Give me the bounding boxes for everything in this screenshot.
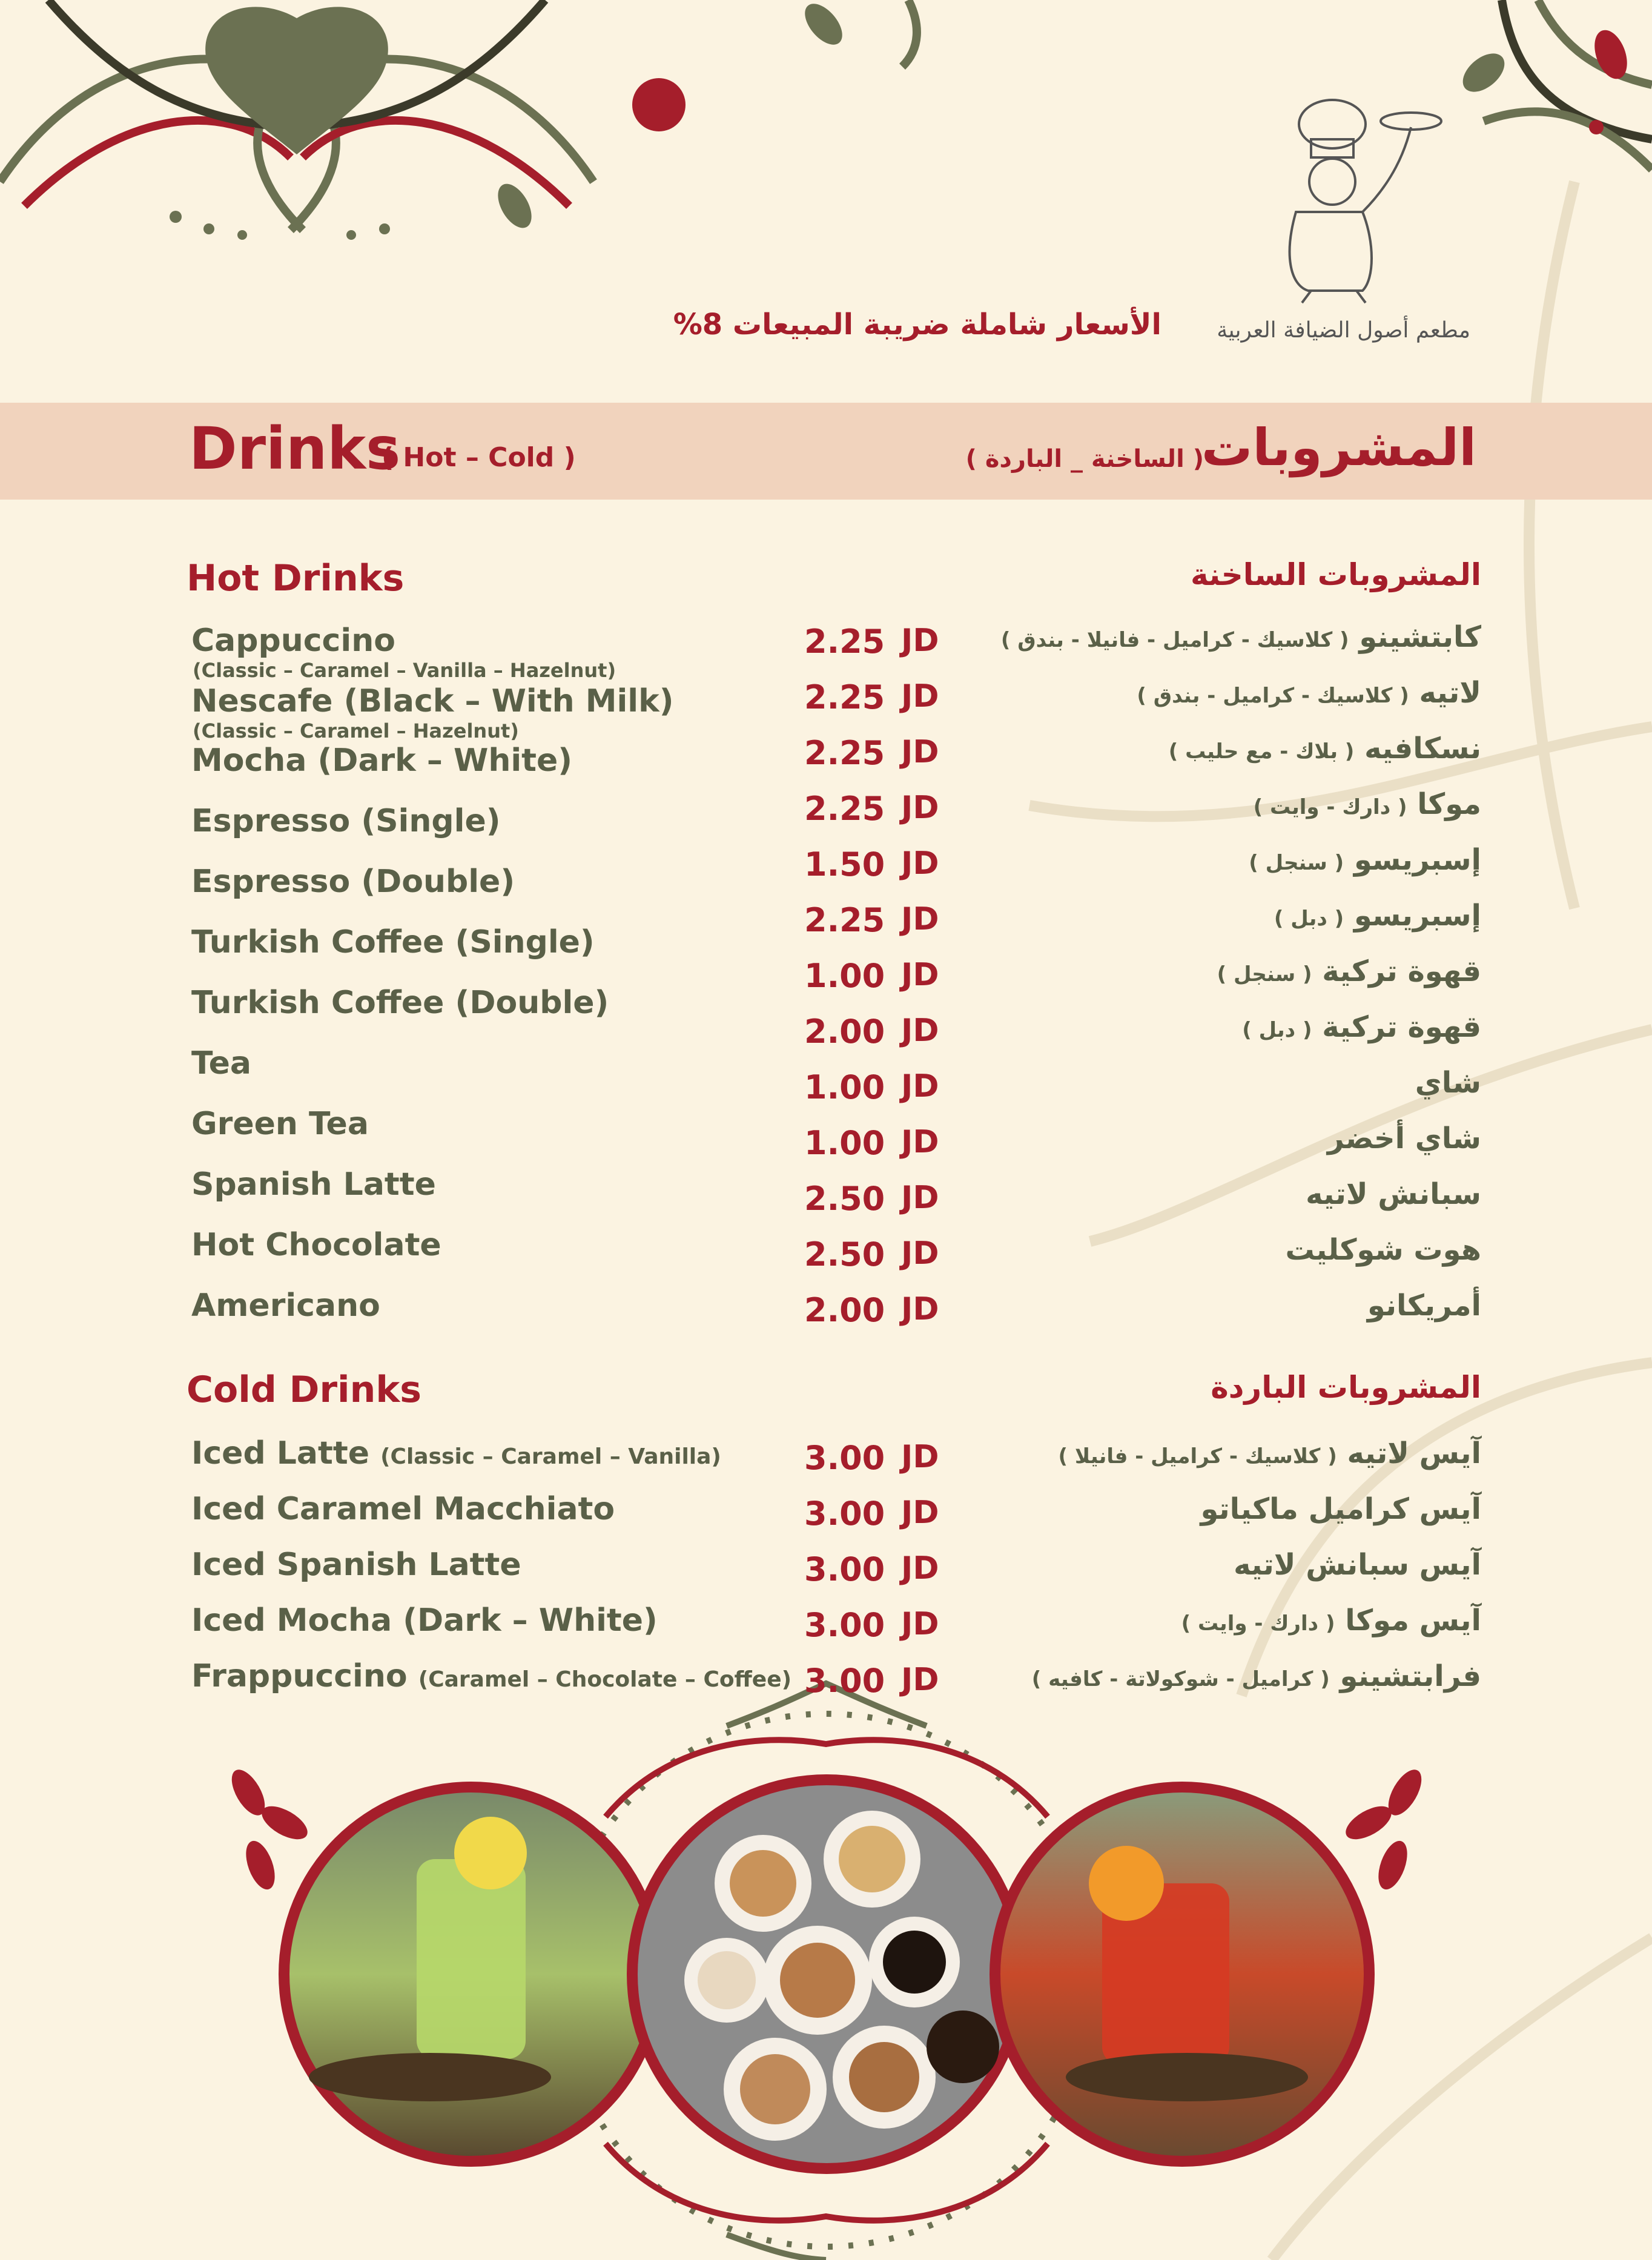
- item-name-en: [191, 1658, 791, 1694]
- item-variants-ar: ( دبل ): [1274, 907, 1344, 931]
- item-price: 2.25: [804, 790, 885, 828]
- item-name-ar: [1285, 1233, 1481, 1267]
- item-name-en-main: Iced Mocha (Dark – White): [191, 1602, 658, 1639]
- item-name-ar: [1274, 899, 1481, 933]
- currency-label: JD: [901, 1013, 939, 1049]
- item-name-ar: [1059, 1436, 1481, 1470]
- item-name-ar-main: إسبريسو: [1353, 843, 1481, 877]
- item-name-ar-main: لاتيه: [1419, 676, 1481, 710]
- currency-label: JD: [901, 1606, 939, 1642]
- item-name-ar: [1234, 1548, 1481, 1582]
- currency-label: JD: [901, 957, 939, 993]
- menu-row: [0, 1009, 1652, 1082]
- item-price: 2.00: [804, 1291, 885, 1329]
- restaurant-name: مطعم أصول الضيافة العربية: [1217, 318, 1470, 343]
- item-variants-ar: ( كراميل - شوكولاتة - كافيه ): [1031, 1667, 1330, 1691]
- lemonade-photo: [279, 1782, 664, 2167]
- currency-label: JD: [901, 1550, 939, 1587]
- item-name-ar: [1137, 676, 1481, 710]
- item-variants-ar: ( دارك - وايت ): [1181, 1611, 1335, 1636]
- drinks-photos: [279, 1762, 1375, 2186]
- item-name-en-main: Iced Spanish Latte: [191, 1547, 521, 1583]
- item-name-ar: [1217, 954, 1481, 988]
- page-title-en: Drinks: [189, 415, 401, 483]
- item-name-ar-main: آيس لاتيه: [1347, 1436, 1481, 1470]
- tax-note: الأسعار شاملة ضريبة المبيعات 8%: [673, 308, 1161, 342]
- menu-row: [0, 897, 1652, 960]
- item-name-ar-main: هوت شوكليت: [1285, 1233, 1481, 1267]
- item-name-ar-main: فرابتشينو: [1340, 1659, 1481, 1693]
- item-price: 2.50: [804, 1180, 885, 1218]
- item-name-ar: [1254, 787, 1481, 821]
- currency-label: JD: [901, 1068, 939, 1105]
- coffee-cups-photo: [627, 1774, 1026, 2174]
- item-name-ar-main: شاي أخضر: [1327, 1122, 1481, 1155]
- item-price: 2.00: [804, 1013, 885, 1051]
- item-name-en: Americano: [191, 1287, 380, 1324]
- menu-row: [0, 730, 1652, 786]
- item-name-ar: [1200, 1492, 1481, 1526]
- item-name-ar-main: موكا: [1417, 787, 1481, 821]
- currency-label: JD: [901, 623, 939, 659]
- cold-drinks-heading-ar: المشروبات الباردة: [1211, 1370, 1481, 1405]
- item-name-en: Tea: [191, 1045, 251, 1082]
- item-variants-en: (Classic – Caramel – Hazelnut): [193, 719, 519, 742]
- item-name-en: Green Tea: [191, 1106, 369, 1142]
- item-name-ar-main: كابتشينو: [1359, 620, 1481, 654]
- currency-label: JD: [901, 1180, 939, 1216]
- menu-row: [0, 675, 1652, 742]
- currency-label: JD: [901, 1124, 939, 1160]
- menu-row: [0, 1435, 1652, 1491]
- item-name-ar-main: آيس موكا: [1345, 1604, 1481, 1637]
- item-variants-ar: ( سنجل ): [1249, 851, 1344, 875]
- menu-row: [0, 786, 1652, 842]
- currency-label: JD: [901, 901, 939, 937]
- hot-drinks-heading-ar: المشروبات الساخنة: [1190, 557, 1481, 592]
- item-name-en: [191, 1435, 721, 1472]
- item-price: 1.00: [804, 957, 885, 995]
- item-name-en: Mocha (Dark – White): [191, 742, 573, 779]
- item-price: 3.00: [804, 1439, 885, 1477]
- item-variants-ar: ( دبل ): [1242, 1018, 1312, 1042]
- item-name-en: [191, 1547, 521, 1583]
- item-variants-ar: ( كلاسيك - كراميل - فانيلا ): [1058, 1444, 1337, 1469]
- hot-drinks-heading-en: Hot Drinks: [187, 557, 405, 600]
- item-name-ar: [1032, 1659, 1481, 1693]
- item-name-en: Hot Chocolate: [191, 1227, 441, 1263]
- currency-label: JD: [901, 1291, 939, 1327]
- currency-label: JD: [901, 1495, 939, 1531]
- item-price: 1.50: [804, 845, 885, 884]
- item-name-ar-main: أمريكانو: [1367, 1289, 1481, 1323]
- item-name-en: Spanish Latte: [191, 1166, 436, 1203]
- item-price: 3.00: [804, 1550, 885, 1588]
- item-name-en: Espresso (Double): [191, 864, 515, 900]
- item-name-ar: [1327, 1122, 1481, 1155]
- item-name-ar-main: إسبريسو: [1353, 899, 1481, 933]
- item-name-ar: [1181, 1604, 1481, 1637]
- menu-row: [0, 1602, 1652, 1658]
- item-variants-en: (Classic – Caramel – Vanilla – Hazelnut): [193, 659, 616, 682]
- item-name-en: Turkish Coffee (Double): [191, 985, 609, 1021]
- item-name-ar: [1367, 1289, 1481, 1323]
- chef-logo: [1290, 100, 1441, 303]
- item-variants-ar: ( بلاك - مع حليب ): [1168, 739, 1355, 764]
- item-name-en-main: Frappuccino: [191, 1658, 408, 1694]
- item-price: 3.00: [804, 1606, 885, 1644]
- item-name-ar: [1415, 1066, 1481, 1100]
- item-name-en: [191, 1491, 615, 1527]
- item-name-en: Turkish Coffee (Single): [191, 924, 595, 960]
- menu-row: [0, 619, 1652, 682]
- menu-row: [0, 1287, 1652, 1343]
- currency-label: JD: [901, 734, 939, 770]
- item-name-en: Nescafe (Black – With Milk): [191, 683, 674, 719]
- item-variants-en: (Caramel – Chocolate – Coffee): [418, 1667, 792, 1692]
- item-name-ar: [1306, 1177, 1481, 1211]
- item-name-en: [191, 1602, 658, 1639]
- top-left-ornament: [0, 0, 917, 230]
- item-name-ar-main: آيس سبانش لاتيه: [1234, 1548, 1481, 1582]
- item-price: 2.25: [804, 734, 885, 772]
- currency-label: JD: [901, 845, 939, 882]
- item-price: 1.00: [804, 1124, 885, 1162]
- item-variants-ar: ( كلاسيك - كراميل - بندق ): [1137, 684, 1409, 708]
- item-price: 2.50: [804, 1235, 885, 1274]
- page-subtitle-ar: ( الساخنة _ الباردة ): [965, 445, 1204, 473]
- item-price: 2.25: [804, 901, 885, 939]
- top-right-ornament: [1484, 0, 1652, 170]
- menu-row: [0, 1658, 1652, 1714]
- item-name-ar: [1249, 843, 1481, 877]
- item-variants-en: (Classic – Caramel – Vanilla): [380, 1444, 721, 1469]
- item-name-en: Espresso (Single): [191, 803, 501, 839]
- page-title-ar: المشروبات: [1201, 418, 1476, 477]
- menu-row: [0, 842, 1652, 900]
- currency-label: JD: [901, 678, 939, 715]
- currency-label: JD: [901, 1235, 939, 1272]
- item-name-ar-main: قهوة تركية: [1322, 954, 1481, 988]
- currency-label: JD: [901, 790, 939, 826]
- item-price: 2.25: [804, 678, 885, 716]
- item-variants-ar: ( دارك - وايت ): [1253, 795, 1407, 819]
- item-name-ar: [1169, 732, 1481, 765]
- menu-row: [0, 1491, 1652, 1547]
- item-name-en-main: Iced Latte: [191, 1435, 369, 1472]
- cold-drinks-heading-en: Cold Drinks: [187, 1369, 421, 1411]
- item-name-en: Cappuccino: [191, 623, 395, 659]
- page-subtitle-en: ( Hot – Cold ): [382, 442, 576, 473]
- item-name-ar-main: آيس كراميل ماكياتو: [1200, 1492, 1481, 1526]
- item-price: 2.25: [804, 623, 885, 661]
- item-price: 1.00: [804, 1068, 885, 1106]
- menu-row: [0, 953, 1652, 1021]
- item-name-ar-main: قهوة تركية: [1322, 1010, 1481, 1044]
- item-name-ar-main: نسكافيه: [1364, 732, 1481, 765]
- item-variants-ar: ( سنجل ): [1217, 962, 1312, 986]
- red-drink-photo: [990, 1782, 1375, 2167]
- item-name-ar-main: شاي: [1415, 1066, 1481, 1100]
- item-name-ar: [1242, 1010, 1481, 1044]
- menu-row: [0, 1547, 1652, 1602]
- currency-label: JD: [901, 1662, 939, 1698]
- item-price: 3.00: [804, 1495, 885, 1533]
- item-name-ar: [1001, 620, 1481, 654]
- item-name-en-main: Iced Caramel Macchiato: [191, 1491, 615, 1527]
- currency-label: JD: [901, 1439, 939, 1475]
- item-name-ar-main: سبانش لاتيه: [1306, 1177, 1481, 1211]
- heart-shape: [205, 7, 388, 154]
- item-variants-ar: ( كلاسيك - كراميل - فانيلا - بندق ): [1000, 628, 1349, 652]
- item-price: 3.00: [804, 1662, 885, 1700]
